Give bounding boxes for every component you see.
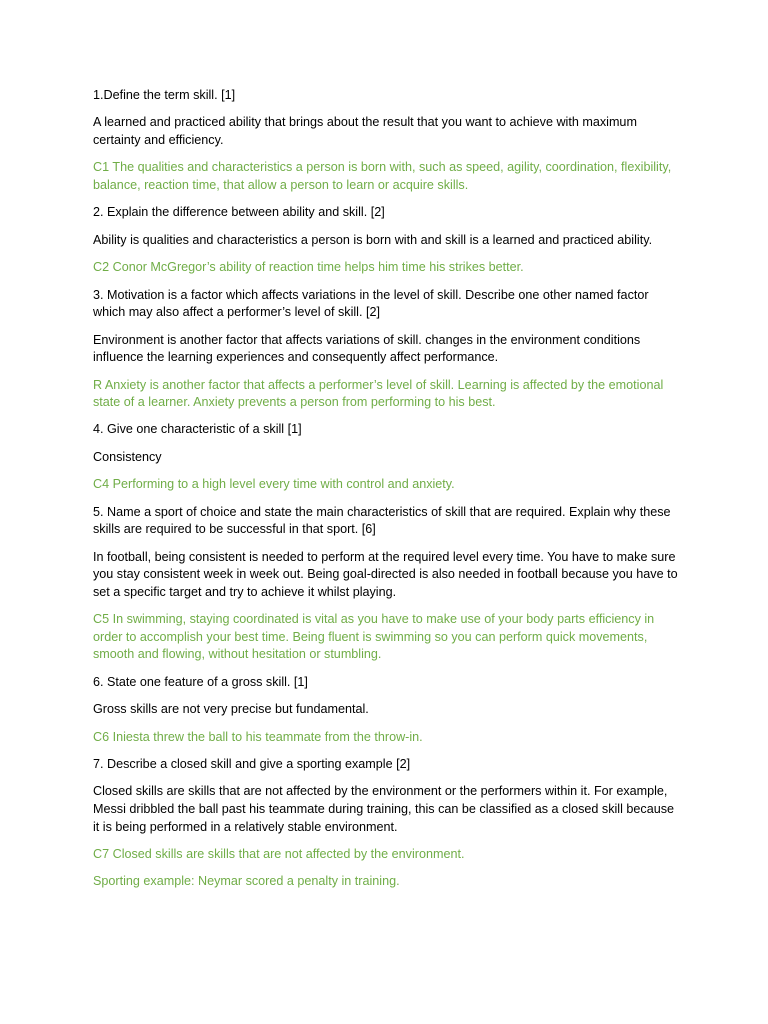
answer-2: Ability is qualities and characteristics a person is born with and skill is a learned and practiced ability. [93,232,653,247]
comment-7: C7 Closed skills are skills that are not affected by the environment. [93,846,465,861]
comment-1: C1 The qualities and characteristics a person is born with, such as speed, agility, coordination, flexibility, balance, reaction time, that allow a person to learn or acquire skills. [93,160,672,192]
question-2: 2. Explain the difference between ability and skill. [2] [93,205,385,220]
question-3: 3. Motivation is a factor which affects variations in the level of skill. Describe one other named factor which may also affect a performer’s level of skill. [2] [93,287,649,320]
answer-5: In football, being consistent is needed to perform at the required level every time. You have to make sure you stay consistent week in week out. Being goal-directed is also needed in football because you have to set a specific target and try to achieve it whilst playing. [93,549,678,599]
comment-5: C5 In swimming, staying coordinated is vital as you have to make use of your body parts efficiency in order to accomplish your best time. Being fluent is swimming so you can perform quick movements, smooth and flowing, without hesitation or stumbling. [93,612,655,662]
question-7: 7. Describe a closed skill and give a sporting example [2] [93,756,411,771]
comment-2: C2 Conor McGregor’s ability of reaction time helps him time his strikes better. [93,260,524,275]
comment-7-example: Sporting example: Neymar scored a penalty in training. [93,874,400,889]
answer-7: Closed skills are skills that are not affected by the environment or the performers within it. For example, Messi dribbled the ball past his teammate during training, this can be classified as a closed skill because it is being performed in a relatively stable environment. [93,784,675,834]
document-page [93,87,683,901]
comment-6: C6 Iniesta threw the ball to his teammate from the throw-in. [93,729,423,744]
question-6: 6. State one feature of a gross skill. [1] [93,674,308,689]
comment-3: R Anxiety is another factor that affects a performer’s level of skill. Learning is affected by the emotional state of a learner. Anxiety prevents a person from performing to his best. [93,377,664,410]
answer-1: A learned and practiced ability that brings about the result that you want to achieve with maximum certainty and efficiency. [93,115,637,147]
answer-4: Consistency [93,449,162,464]
answer-6: Gross skills are not very precise but fundamental. [93,702,369,717]
question-4: 4. Give one characteristic of a skill [1] [93,422,302,437]
comment-4: C4 Performing to a high level every time with control and anxiety. [93,477,455,492]
answer-3: Environment is another factor that affects variations of skill. changes in the environment conditions influence the learning experiences and consequently affect performance. [93,332,641,365]
question-5: 5. Name a sport of choice and state the main characteristics of skill that are required. Explain why these skills are required to be successful in that sport. [6] [93,504,671,537]
question-1: 1.Define the term skill. [1] [93,88,236,102]
